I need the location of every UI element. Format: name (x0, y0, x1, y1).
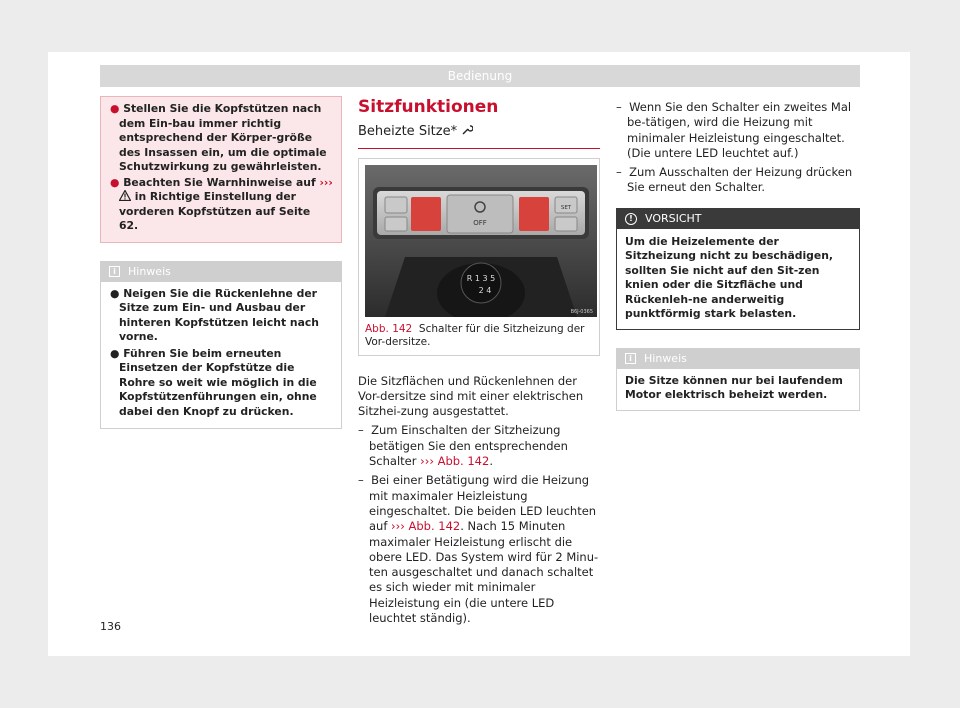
bullet-icon: ● (110, 286, 120, 300)
section-title: Sitzfunktionen (358, 97, 499, 117)
warning-item: ● Beachten Sie Warnhinweise auf ››› in Richtige Einstellung der vorderen Kopfstützen auf Seite 62. (110, 175, 333, 232)
step-item: – Zum Einschalten der Sitzheizung betätigen Sie den entsprechenden Schalter ››› Abb. 142. (358, 423, 568, 469)
middle-column (358, 96, 600, 626)
bullet-icon: ● (110, 175, 120, 189)
intro-paragraph: Die Sitzflächen und Rückenlehnen der Vor-dersitze sind mit einer elektrischen Sitzhei-zung ausgestattet. (358, 373, 584, 419)
hint-item: ● Neigen Sie die Rückenlehne der Sitze zum Ein- und Ausbau der hinteren Kopfstützen leicht nach vorne. (110, 286, 319, 343)
console-illustration (365, 165, 597, 317)
figure-caption: Abb. 142 Schalter für die Sitzheizung der Vor-dersitze. (365, 322, 585, 349)
figure-reference-link[interactable]: ››› Abb. 142 (420, 454, 490, 469)
wrench-icon (461, 124, 473, 136)
gear-top-label: R 1 3 5 (466, 273, 496, 283)
figure (358, 158, 600, 356)
seat-heating-switch-photo (365, 165, 597, 317)
off-label: OFF (473, 218, 487, 227)
hint-box (100, 261, 342, 430)
info-icon: i (625, 353, 636, 364)
exclamation-icon: ! (625, 213, 637, 225)
right-column (616, 96, 860, 411)
section-subtitle: Beheizte Sitze* (358, 124, 600, 148)
caution-body: Um die Heizelemente der Sitzheizung nicht zu beschädigen, sollten Sie nicht auf den Sit-zen knien oder die Sitzfläche und Rückenleh-ne anderweitig punktförmig stark belasten. (625, 234, 834, 321)
figure-reference-link[interactable]: ››› Abb. 142 (391, 519, 461, 534)
left-column (100, 96, 342, 429)
set-label: SET (560, 204, 572, 211)
bullet-icon: ● (110, 346, 120, 360)
step-item: – Bei einer Betätigung wird die Heizung mit maximaler Heizleistung eingeschaltet. Die beiden LED leuchten auf ››› Abb. 142. Nach 15 Minuten maximaler Heizleistung erlischt die obere LED. Das System wird für 2 Minu-ten ausgeschaltet und danach schaltet es sich wieder mit minimaler Heizleistung ein (die untere LED leuchtet ständig). (358, 473, 599, 626)
info-icon: i (109, 266, 120, 277)
gear-bottom-label: 2 4 (478, 285, 492, 295)
warning-item: ● Stellen Sie die Kopfstützen nach dem Ein-bau immer richtig entsprechend der Körper-größe des Insassen ein, um die optimale Schutzwirkung zu gewährleisten. (110, 102, 327, 173)
warning-box (100, 96, 342, 243)
caution-box (616, 208, 860, 330)
caution-header: ! VORSICHT (617, 209, 859, 229)
figure-code: B6J-0365 (570, 308, 593, 315)
step-item: – Zum Ausschalten der Heizung drücken Sie erneut den Schalter. (616, 165, 853, 195)
hint-box (616, 348, 860, 411)
step-item: – Wenn Sie den Schalter ein zweites Mal be-tätigen, wird die Heizung mit minimaler Heizleistung eingeschaltet. (Die untere LED leuchtet auf.) (616, 100, 852, 160)
hint-item: ● Führen Sie beim erneuten Einsetzen der Kopfstütze die Rohre so weit wie möglich in die Kopfstützenführungen ein, ohne dabei den Knopf zu drücken. (110, 346, 317, 418)
hint-body: Die Sitze können nur bei laufendem Motor elektrisch beheizt werden. (625, 373, 843, 402)
hint-body (101, 282, 341, 429)
warning-triangle-icon (119, 190, 131, 201)
bullet-icon: ● (110, 102, 120, 115)
section-header: Bedienung (100, 65, 860, 87)
cross-reference-link[interactable]: ››› (319, 175, 333, 189)
hint-header: i Hinweis (101, 262, 341, 282)
hint-header: i Hinweis (617, 349, 859, 369)
page-number: 136 (100, 620, 121, 633)
